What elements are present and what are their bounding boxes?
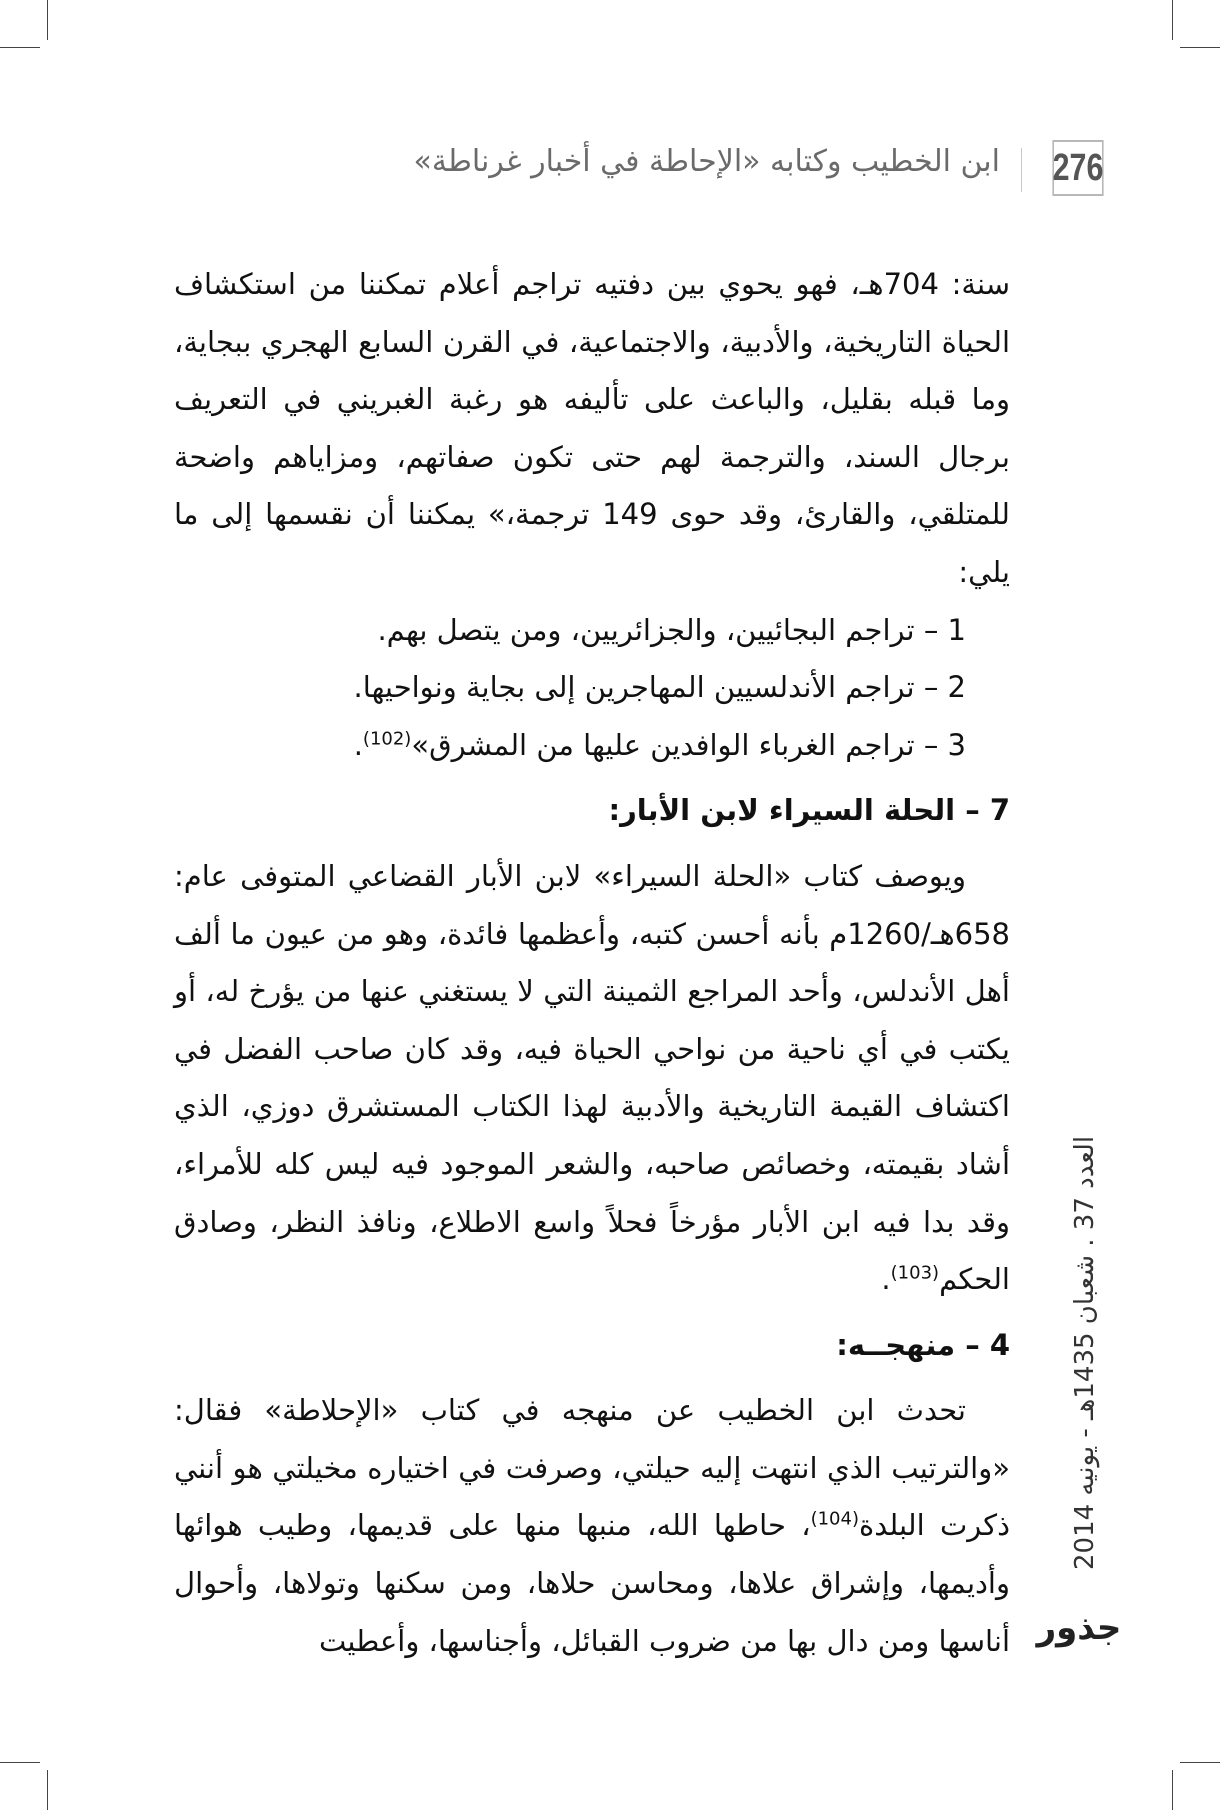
crop-mark — [47, 0, 48, 40]
crop-mark — [1180, 1762, 1220, 1763]
footnote-ref: (104) — [810, 1508, 859, 1530]
crop-mark — [1180, 47, 1220, 48]
crop-mark — [47, 1770, 48, 1810]
crop-mark — [0, 47, 40, 48]
paragraph: سنة: 704هـ، فهو يحوي بين دفتيه تراجم أعلام تمكننا من استكشاف الحياة التاريخية، والأدبية، والاجتماعية، في القرن السابع الهجري ببجاية، وما قبله بقليل، والباعث على تأليفه هو رغبة الغبريني في التعريف برجال السند، والترجمة لهم حتى تكون صفاتهم، ومزاياهم واضحة للمتلقي، والقارئ، وقد حوى 149 ترجمة،» يمكننا أن نقسمها إلى ما يلي: — [174, 267, 1010, 589]
page-header — [170, 140, 1110, 200]
list-item — [174, 717, 1010, 775]
section-heading: 7 – الحلة السيراء لابن الأبار: — [608, 793, 1010, 828]
crop-mark — [1172, 1770, 1173, 1810]
list-item: 1 – تراجم البجائيين، والجزائريين، ومن يتصل بهم. — [377, 612, 966, 647]
running-title: ابن الخطيب وكتابه «الإحاطة في أخبار غرناطة» — [413, 144, 1000, 179]
paragraph-end: . — [881, 1262, 891, 1297]
page-number: 276 — [1052, 140, 1103, 196]
footnote-ref: (103) — [890, 1262, 940, 1284]
paragraph-text: ويوصف كتاب «الحلة السيراء» لابن الأبار القضاعي المتوفى عام: 658هـ/1260م بأنه أحسن كتبه، وأعظمها فائدة، وهو من عيون ما ألف أهل الأندلس، وأحد المراجع الثمينة التي لا يستغني عنها من يؤرخ له، أو يكتب في أي ناحية من نواحي الحياة فيه، وقد كان صاحب الفضل في اكتشاف القيمة التاريخية والأدبية لهذا الكتاب المستشرق دوزي، الذي أشاد بقيمته، وخصائص صاحبه، والشعر الموجود فيه ليس كله للأمراء، وقد بدا فيه ابن الأبار مؤرخاً فحلاً واسع الاطلاع، ونافذ النظر، وصادق الحكم — [174, 858, 1010, 1297]
paragraph-text: تحدث ابن الخطيب عن منهجه في كتاب «الإحلاطة» فقال: «والترتيب الذي انتهت إليه حيلتي، وصرفت في اختياره مخيلتي هو أنني ذكرت البلدة — [174, 1393, 1011, 1543]
crop-mark — [1172, 0, 1173, 40]
list-item: 2 – تراجم الأندلسيين المهاجرين إلى بجاية ونواحيها. — [353, 670, 966, 705]
paragraph-text: ، حاطها الله، منبها منها على قديمها، وطيب هوائها وأديمها، وإشراق علاها، ومحاسن حلاها، ومن سكنها وتولاها، وأحوال أناسها ومن دال بها من ضروب القبائل، وأجناسها، وأعطيت — [174, 1508, 1010, 1658]
issue-info: العدد 37 . شعبان 1435هـ - يونيه 2014 — [1070, 1135, 1100, 1570]
list-item-text: 3 – تراجم الغرباء الوافدين عليها من المشرق» — [411, 727, 966, 762]
paragraph — [174, 1382, 1010, 1670]
crop-mark — [0, 1762, 40, 1763]
header-divider — [1021, 148, 1022, 192]
paragraph — [174, 848, 1010, 1309]
footnote-ref: (102) — [362, 728, 412, 750]
page-body — [174, 256, 1010, 1670]
section-heading: 4 – منهجــه: — [836, 1327, 1010, 1362]
list-item-end: . — [353, 727, 363, 762]
journal-logo: جذور — [1036, 1608, 1122, 1648]
